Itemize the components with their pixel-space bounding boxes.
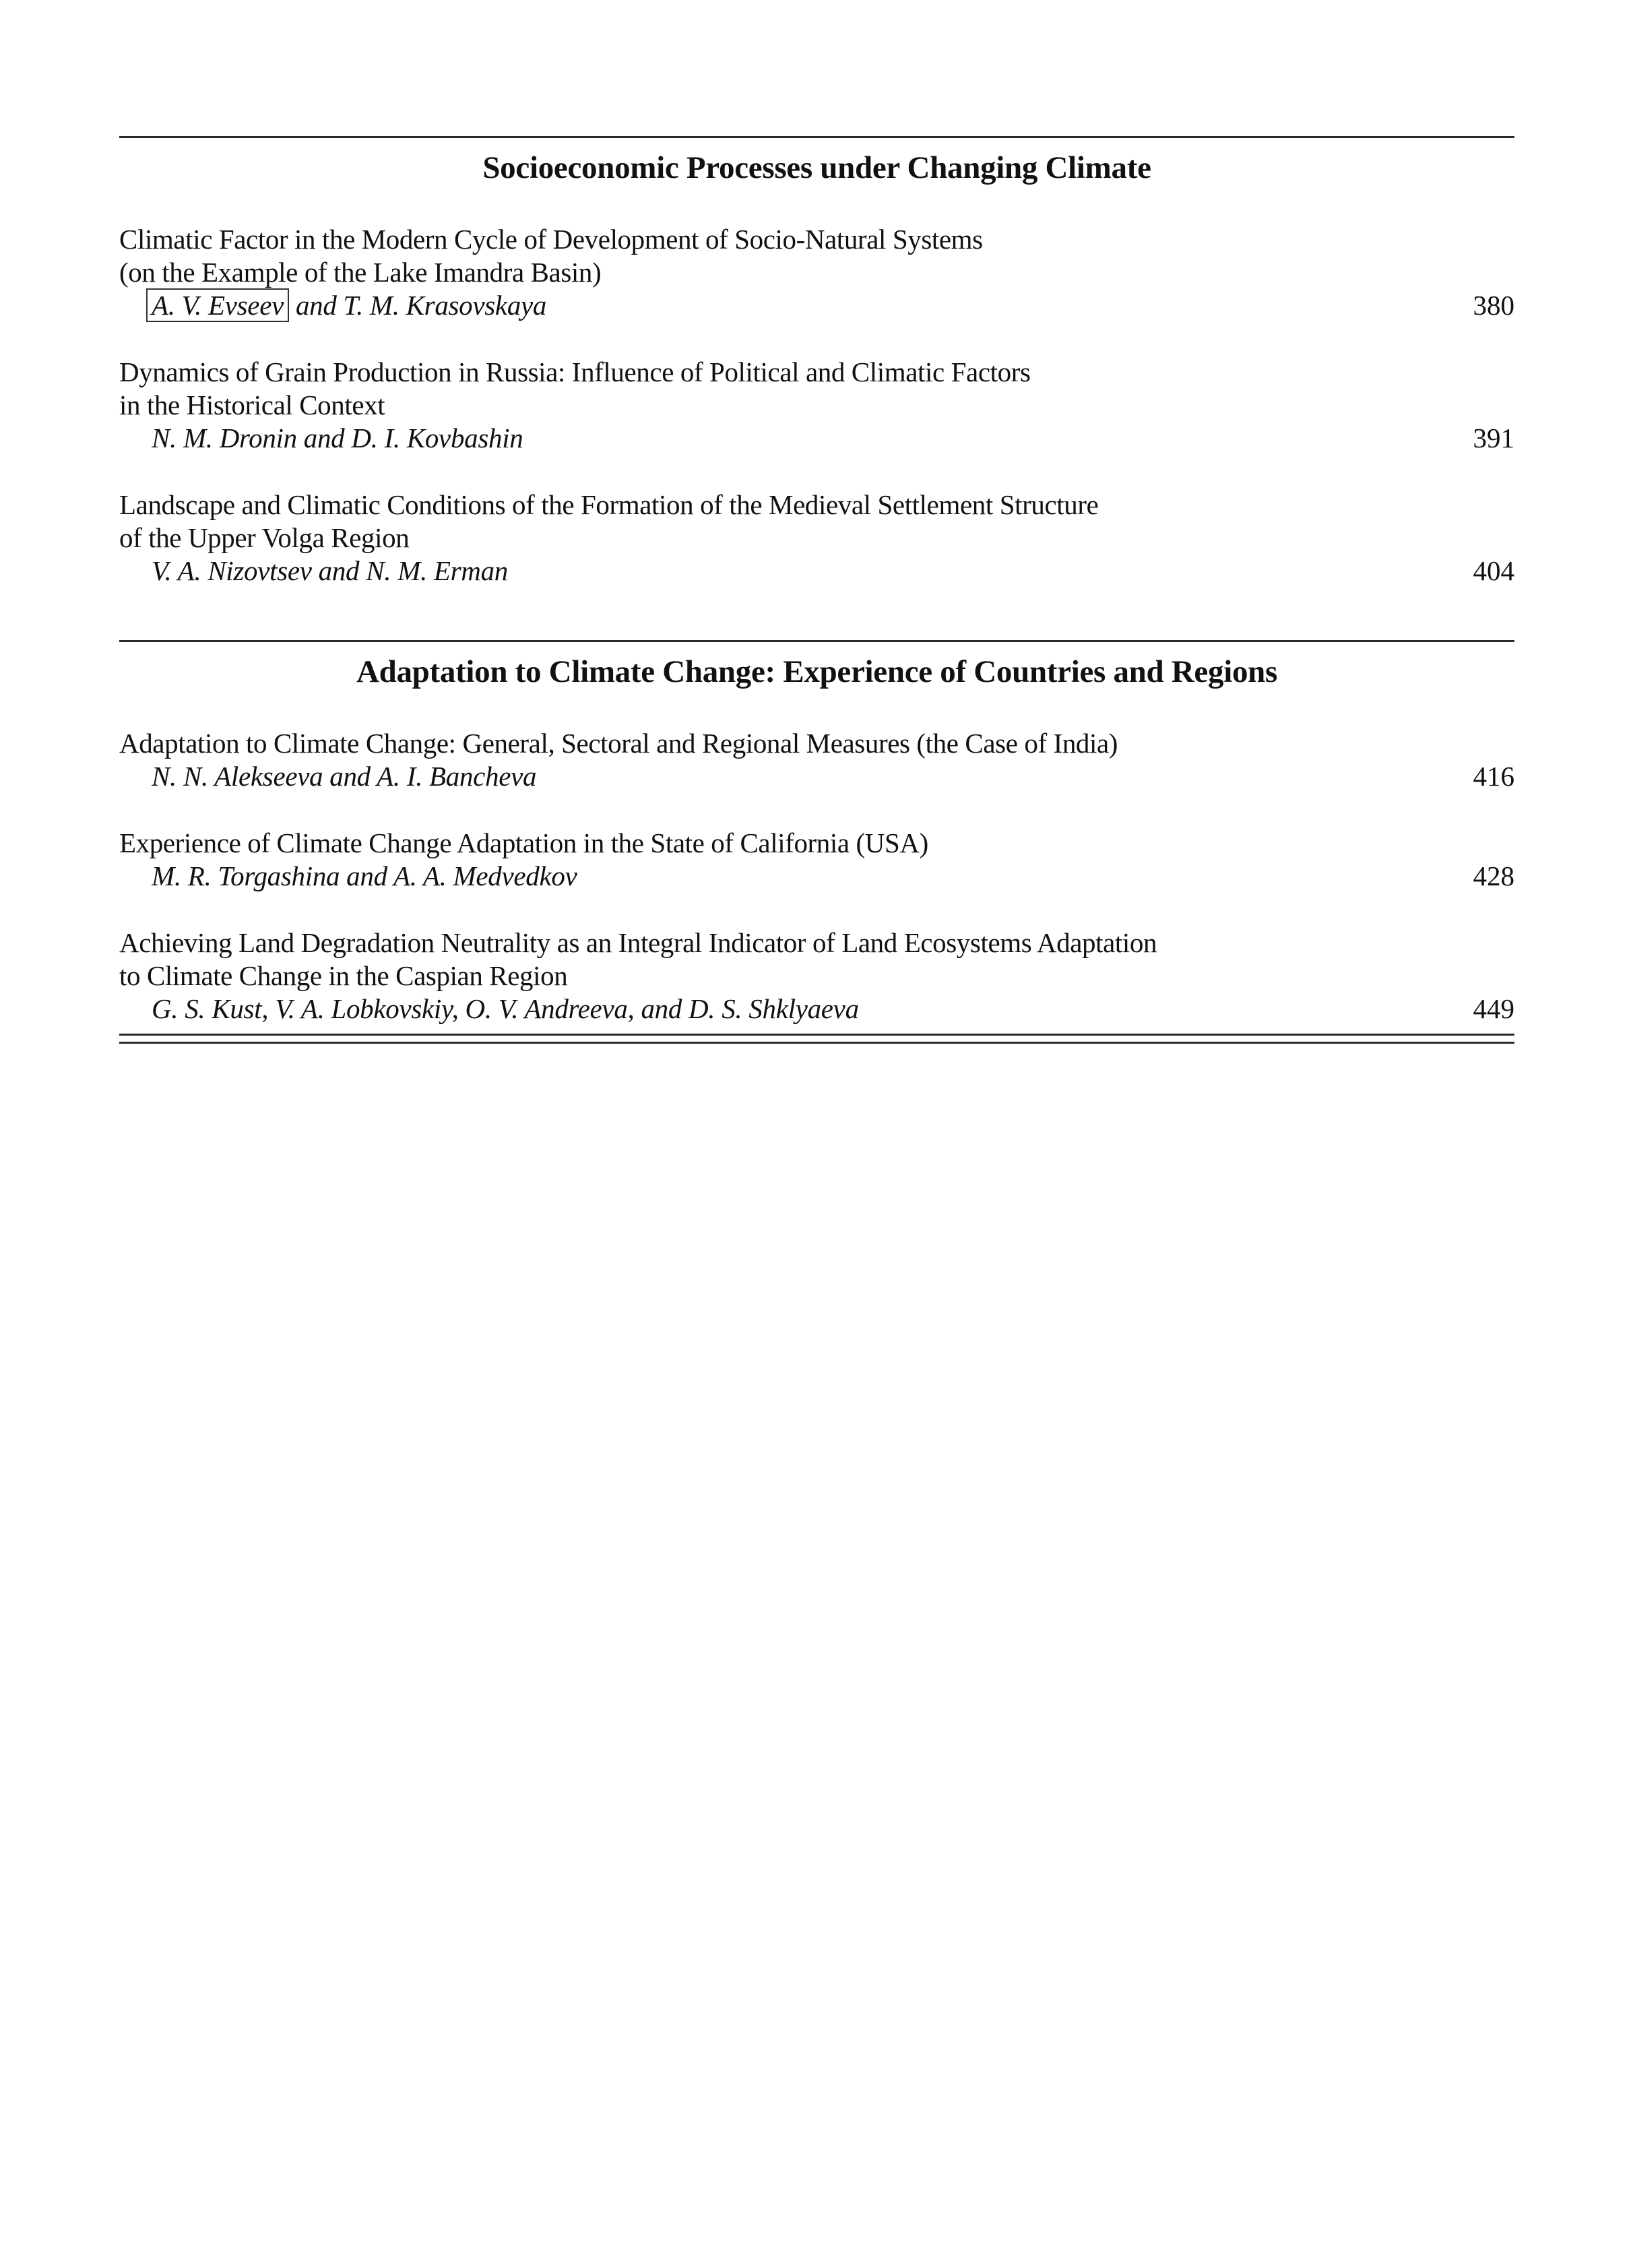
table-of-contents	[119, 136, 1514, 1044]
section-spacer	[119, 621, 1514, 640]
article-title-line: Landscape and Climatic Conditions of the Formation of the Medieval Settlement Structure	[119, 489, 1099, 520]
section-title: Socioeconomic Processes under Changing Climate	[482, 150, 1151, 185]
page-number: 380	[1473, 290, 1514, 321]
page-number: 404	[1473, 555, 1514, 586]
authors-row	[119, 860, 1514, 893]
section-divider	[119, 136, 1514, 138]
article-authors: N. N. Alekseeva and A. I. Bancheva	[152, 761, 537, 792]
toc-entry[interactable]	[119, 926, 1514, 1026]
article-title	[119, 489, 1399, 555]
authors-row	[119, 289, 1514, 322]
article-title-line: Adaptation to Climate Change: General, Sectoral and Regional Measures (the Case of India)	[119, 728, 1118, 759]
toc-entry[interactable]	[119, 727, 1514, 793]
closing-double-rule	[119, 1034, 1514, 1044]
article-title-line: Experience of Climate Change Adaptation in the State of California (USA)	[119, 827, 928, 858]
toc-entry[interactable]	[119, 356, 1514, 455]
article-title	[119, 727, 1399, 760]
page-number: 428	[1473, 860, 1514, 891]
article-authors: M. R. Torgashina and A. A. Medvedkov	[152, 860, 577, 891]
authors-row	[119, 555, 1514, 588]
article-title	[119, 356, 1399, 422]
article-title-line: of the Upper Volga Region	[119, 522, 410, 553]
article-title-line: Dynamics of Grain Production in Russia: Influence of Political and Climatic Factors	[119, 356, 1031, 387]
toc-section	[119, 136, 1514, 588]
article-title-line: to Climate Change in the Caspian Region	[119, 960, 568, 991]
section-title: Adaptation to Climate Change: Experience of Countries and Regions	[356, 654, 1277, 689]
article-authors	[152, 289, 546, 322]
article-title	[119, 827, 1399, 860]
authors-row	[119, 993, 1514, 1026]
article-title-line: Climatic Factor in the Modern Cycle of Development of Socio-Natural Systems	[119, 224, 983, 255]
page-number: 416	[1473, 761, 1514, 792]
article-title-line: (on the Example of the Lake Imandra Basin)	[119, 257, 602, 288]
toc-entry[interactable]	[119, 489, 1514, 588]
author-rest: and T. M. Krasovskaya	[289, 290, 547, 321]
article-title-line: in the Historical Context	[119, 389, 385, 420]
article-title	[119, 926, 1399, 993]
section-divider	[119, 640, 1514, 642]
toc-entry[interactable]	[119, 827, 1514, 893]
page-number: 391	[1473, 422, 1514, 453]
authors-row	[119, 760, 1514, 793]
toc-entry[interactable]	[119, 223, 1514, 322]
authors-row	[119, 422, 1514, 455]
article-title-line: Achieving Land Degradation Neutrality as an Integral Indicator of Land Ecosystems Adaptation	[119, 927, 1157, 958]
article-title	[119, 223, 1399, 289]
article-authors: G. S. Kust, V. A. Lobkovskiy, O. V. Andreeva, and D. S. Shklyaeva	[152, 993, 859, 1024]
boxed-author: A. V. Evseev	[146, 288, 289, 322]
page-number: 449	[1473, 993, 1514, 1024]
article-authors: N. M. Dronin and D. I. Kovbashin	[152, 422, 523, 453]
toc-section	[119, 640, 1514, 1044]
article-authors: V. A. Nizovtsev and N. M. Erman	[152, 555, 509, 586]
